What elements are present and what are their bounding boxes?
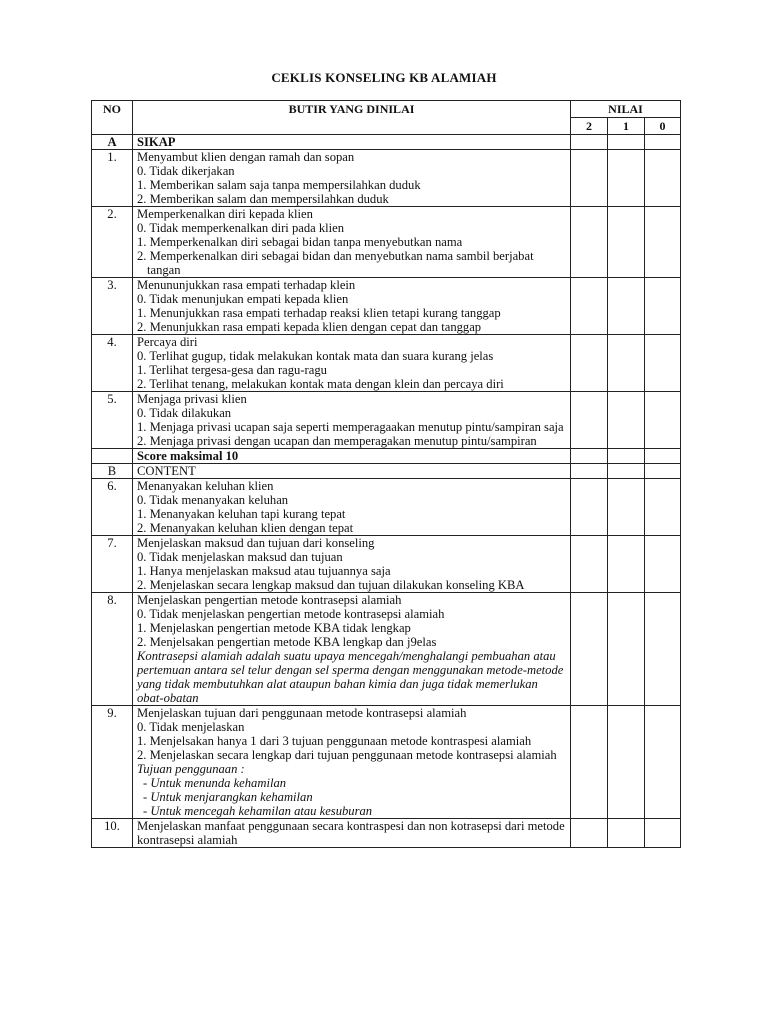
score-cell-2[interactable]: [571, 207, 608, 278]
item-option: 0. Terlihat gugup, tidak melakukan kontak mata dan suara kurang jelas: [137, 349, 494, 363]
item-text: Memperkenalkan diri kepada klien: [137, 207, 313, 221]
section-label: SIKAP: [133, 135, 571, 150]
item-text: Menjelaskan manfaat penggunaan secara kontraspesi dan non kotrasepsi dari metode kontrasepsi alamiah: [137, 819, 565, 847]
score-cell-0[interactable]: [645, 479, 681, 536]
score-max-label: Score maksimal 10: [133, 449, 571, 464]
item-content: [133, 207, 571, 278]
item-bullet: - Untuk mencegah kehamilan atau kesuburan: [143, 804, 373, 818]
item-option: 2. Memperkenalkan diri sebagai bidan dan menyebutkan nama sambil berjabat tangan: [137, 249, 534, 277]
section-label: CONTENT: [133, 464, 571, 479]
item-option: 0. Tidak menjelaskan: [137, 720, 245, 734]
score-cell-1[interactable]: [608, 207, 645, 278]
item-text: Menjelaskan tujuan dari penggunaan metode kontrasepsi alamiah: [137, 706, 467, 720]
item-option: 2. Menjelsakan pengertian metode KBA lengkap dan j9elas: [137, 635, 437, 649]
score-cell-1[interactable]: [608, 464, 645, 479]
score-cell-1[interactable]: [608, 278, 645, 335]
item-text: Menanyakan keluhan klien: [137, 479, 274, 493]
section-row-a: [92, 135, 681, 150]
item-bullet: - Untuk menjarangkan kehamilan: [143, 790, 313, 804]
item-option: 0. Tidak menjelaskan maksud dan tujuan: [137, 550, 343, 564]
item-option: 1. Menjelsakan hanya 1 dari 3 tujuan penggunaan metode kontraspesi alamiah: [137, 734, 532, 748]
score-cell-0[interactable]: [645, 449, 681, 464]
item-option: 0. Tidak dilakukan: [137, 406, 232, 420]
item-option: 1. Menjaga privasi ucapan saja seperti memperagaakan menutup pintu/sampiran saja: [137, 420, 564, 434]
item-text: Menjelaskan pengertian metode kontrasepsi alamiah: [137, 593, 402, 607]
score-cell-2[interactable]: [571, 536, 608, 593]
item-option: 2. Terlihat tenang, melakukan kontak mata dengan klein dan percaya diri: [137, 377, 504, 391]
score-cell-2[interactable]: [571, 819, 608, 848]
item-text: Menjelaskan maksud dan tujuan dari konseling: [137, 536, 375, 550]
item-option: 2. Menanyakan keluhan klien dengan tepat: [137, 521, 354, 535]
score-cell-0[interactable]: [645, 706, 681, 819]
document-title: CEKLIS KONSELING KB ALAMIAH: [271, 70, 497, 85]
section-code: B: [92, 464, 133, 479]
item-option: 0. Tidak memperkenalkan diri pada klien: [137, 221, 345, 235]
score-cell-2[interactable]: [571, 464, 608, 479]
item-option: 0. Tidak menjelaskan pengertian metode kontrasepsi alamiah: [137, 607, 445, 621]
item-row: [92, 150, 681, 207]
score-cell-0[interactable]: [645, 335, 681, 392]
item-text: Percaya diri: [137, 335, 198, 349]
item-bullet: - Untuk menunda kehamilan: [143, 776, 287, 790]
checklist-table: [91, 100, 681, 848]
score-cell-2[interactable]: [571, 479, 608, 536]
score-cell-1[interactable]: [608, 479, 645, 536]
item-content: [133, 593, 571, 706]
item-note-title: Tujuan penggunaan :: [137, 762, 245, 776]
score-cell-2[interactable]: [571, 392, 608, 449]
header-butir: BUTIR YANG DINILAI: [133, 101, 571, 135]
header-score-0: 0: [645, 118, 681, 135]
item-option: 2. Memberikan salam dan mempersilahkan duduk: [137, 192, 389, 206]
item-row: [92, 335, 681, 392]
item-content: [133, 150, 571, 207]
score-cell-1[interactable]: [608, 536, 645, 593]
score-cell-2[interactable]: [571, 593, 608, 706]
item-option: 1. Terlihat tergesa-gesa dan ragu-ragu: [137, 363, 327, 377]
item-number: 9.: [92, 706, 133, 819]
item-text: Menjaga privasi klien: [137, 392, 247, 406]
score-cell-2[interactable]: [571, 706, 608, 819]
item-text: Menununjukkan rasa empati terhadap klein: [137, 278, 356, 292]
score-cell-0[interactable]: [645, 593, 681, 706]
item-text: Menyambut klien dengan ramah dan sopan: [137, 150, 355, 164]
item-option: 1. Memperkenalkan diri sebagai bidan tanpa menyebutkan nama: [137, 235, 463, 249]
score-cell-0[interactable]: [645, 392, 681, 449]
item-option: 2. Menunjukkan rasa empati kepada klien dengan cepat dan tanggap: [137, 320, 482, 334]
item-option: 0. Tidak dikerjakan: [137, 164, 235, 178]
score-cell-2[interactable]: [571, 278, 608, 335]
score-cell-1[interactable]: [608, 449, 645, 464]
item-option: 0. Tidak menunjukan empati kepada klien: [137, 292, 349, 306]
item-number: 8.: [92, 593, 133, 706]
header-no: NO: [92, 101, 133, 135]
item-number: 5.: [92, 392, 133, 449]
item-row: [92, 706, 681, 819]
item-row: [92, 207, 681, 278]
item-option: 2. Menjelaskan secara lengkap maksud dan tujuan dilakukan konseling KBA: [137, 578, 525, 592]
score-cell-1[interactable]: [608, 150, 645, 207]
header-nilai: NILAI: [571, 101, 681, 118]
score-cell-2[interactable]: [571, 449, 608, 464]
item-option: 0. Tidak menanyakan keluhan: [137, 493, 289, 507]
score-cell-0[interactable]: [645, 819, 681, 848]
score-cell-0[interactable]: [645, 135, 681, 150]
header-row: [92, 101, 681, 118]
score-cell-1[interactable]: [608, 135, 645, 150]
score-cell-2[interactable]: [571, 135, 608, 150]
item-note: Kontrasepsi alamiah adalah suatu upaya mencegah/menghalangi pembuahan atau pertemuan antara sel telur dengan sel sperma dengan menggunakan metode-metode yang tidak membutuhkan alat ataupun bahan kimia dan juga tidak memerlukan obat-obatan: [137, 649, 564, 705]
item-row: [92, 278, 681, 335]
item-content: [133, 479, 571, 536]
item-number: 3.: [92, 278, 133, 335]
score-cell-0[interactable]: [645, 150, 681, 207]
item-number: 7.: [92, 536, 133, 593]
score-cell-2[interactable]: [571, 335, 608, 392]
header-score-2: 2: [571, 118, 608, 135]
item-number: 10.: [92, 819, 133, 848]
item-option: 1. Memberikan salam saja tanpa mempersilahkan duduk: [137, 178, 421, 192]
section-code: A: [92, 135, 133, 150]
score-max-empty: [92, 449, 133, 464]
score-cell-1[interactable]: [608, 706, 645, 819]
item-content: [133, 335, 571, 392]
item-row: [92, 392, 681, 449]
item-option: 2. Menjaga privasi dengan ucapan dan memperagakan menutup pintu/sampiran: [137, 434, 537, 448]
header-score-1: 1: [608, 118, 645, 135]
score-cell-0[interactable]: [645, 536, 681, 593]
item-content: [133, 819, 571, 848]
score-cell-1[interactable]: [608, 392, 645, 449]
score-cell-0[interactable]: [645, 207, 681, 278]
score-cell-0[interactable]: [645, 278, 681, 335]
item-content: [133, 392, 571, 449]
item-row: [92, 819, 681, 848]
section-row-b: [92, 464, 681, 479]
item-row: [92, 536, 681, 593]
score-cell-1[interactable]: [608, 819, 645, 848]
item-number: 4.: [92, 335, 133, 392]
score-cell-1[interactable]: [608, 335, 645, 392]
score-cell-2[interactable]: [571, 150, 608, 207]
item-content: [133, 278, 571, 335]
item-option: 1. Menanyakan keluhan tapi kurang tepat: [137, 507, 346, 521]
item-content: [133, 536, 571, 593]
item-option: 1. Hanya menjelaskan maksud atau tujuannya saja: [137, 564, 391, 578]
item-number: 2.: [92, 207, 133, 278]
item-number: 1.: [92, 150, 133, 207]
item-row: [92, 593, 681, 706]
score-max-row: [92, 449, 681, 464]
item-content: [133, 706, 571, 819]
item-option: 1. Menunjukkan rasa empati terhadap reaksi klien tetapi kurang tanggap: [137, 306, 501, 320]
score-cell-0[interactable]: [645, 464, 681, 479]
score-cell-1[interactable]: [608, 593, 645, 706]
item-number: 6.: [92, 479, 133, 536]
item-row: [92, 479, 681, 536]
item-option: 2. Menjelaskan secara lengkap dari tujuan penggunaan metode kontrasepsi alamiah: [137, 748, 557, 762]
item-option: 1. Menjelaskan pengertian metode KBA tidak lengkap: [137, 621, 411, 635]
